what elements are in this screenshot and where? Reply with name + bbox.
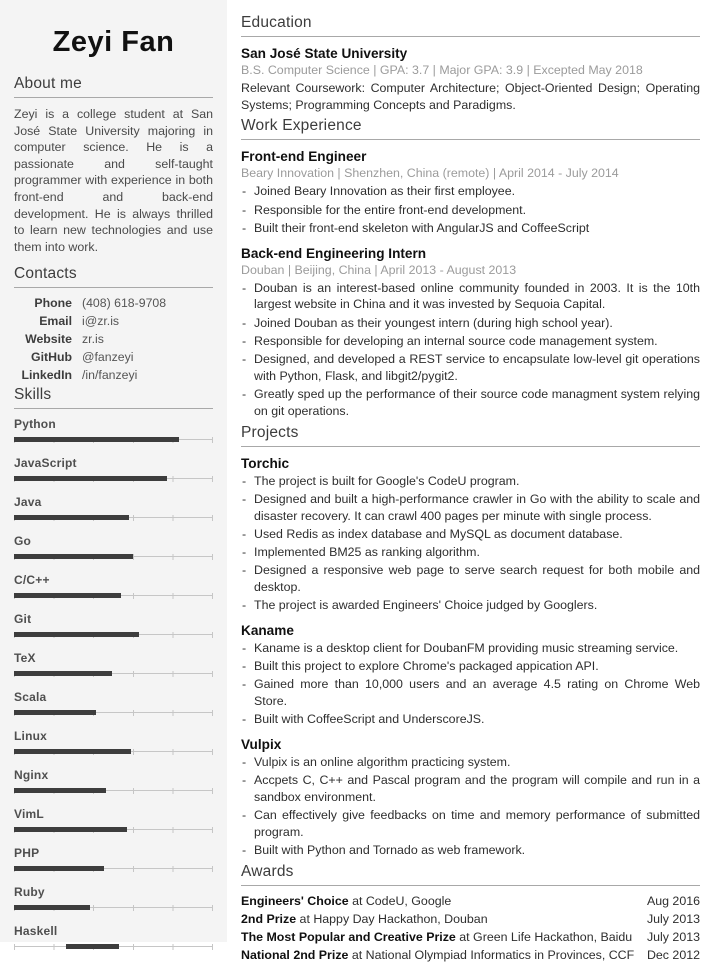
award-text	[241, 894, 451, 908]
bullet-item: - Responsible for developing an internal source code management system.	[241, 333, 700, 350]
projects-heading: Projects	[241, 424, 700, 447]
award-date: Aug 2016	[646, 894, 700, 908]
skill-level-fill	[14, 632, 139, 637]
award-row	[241, 894, 700, 908]
job-title: Front-end Engineer	[241, 149, 367, 165]
contacts-list	[14, 296, 213, 382]
award-title: National 2nd Prize	[241, 948, 349, 962]
contact-label: Website	[25, 332, 72, 347]
skill-level-fill	[14, 437, 179, 442]
skill-level-fill	[14, 788, 106, 793]
award-title: 2nd Prize	[241, 912, 297, 926]
skill-bar	[14, 553, 213, 560]
skill-item	[14, 885, 213, 911]
skill-item	[14, 417, 213, 443]
award-detail: at CodeU, Google	[352, 894, 452, 908]
skill-level-fill	[14, 710, 96, 715]
skill-item	[14, 924, 213, 950]
bullet-item: - Built with CoffeeScript and UnderscoreJS.	[241, 711, 700, 728]
skill-item	[14, 807, 213, 833]
project-entry	[241, 623, 700, 728]
work-section	[241, 117, 700, 419]
project-entry	[241, 737, 700, 859]
projects-section	[241, 424, 700, 859]
skill-level-fill	[14, 554, 133, 559]
contact-label: Phone	[34, 296, 72, 311]
skill-item	[14, 690, 213, 716]
job-meta: Douban | Beijing, China | April 2013 - August 2013	[241, 262, 517, 277]
skill-level-fill	[14, 905, 90, 910]
skill-bar	[14, 436, 213, 443]
skill-bar	[14, 826, 213, 833]
about-section	[14, 75, 213, 255]
projects-list	[241, 456, 700, 859]
job-entry	[241, 246, 700, 420]
work-heading: Work Experience	[241, 117, 700, 140]
project-name: Vulpix	[241, 737, 282, 753]
skill-bar	[14, 943, 213, 950]
project-bullets	[241, 754, 700, 859]
bullet-item: - Greatly sped up the performance of their source code managment system relying on git operations.	[241, 386, 700, 419]
skill-name: Linux	[14, 729, 47, 744]
bullet-item: - The project is built for Google's CodeU program.	[241, 473, 700, 490]
award-detail: at Happy Day Hackathon, Douban	[299, 912, 488, 926]
skill-level-fill	[14, 749, 131, 754]
skill-bar	[14, 787, 213, 794]
bullet-item: - Kaname is a desktop client for DoubanFM providing music streaming service.	[241, 640, 700, 657]
skill-item	[14, 846, 213, 872]
skill-bar	[14, 904, 213, 911]
skill-name: C/C++	[14, 573, 50, 588]
contacts-heading: Contacts	[14, 265, 213, 288]
contact-row	[14, 314, 213, 328]
skill-name: PHP	[14, 846, 40, 861]
contact-label: GitHub	[31, 350, 72, 365]
skill-name: Python	[14, 417, 56, 432]
skill-level-fill	[14, 515, 129, 520]
bullet-item: - Built this project to explore Chrome's packaged appication API.	[241, 658, 700, 675]
skills-list	[14, 417, 213, 950]
skill-item	[14, 495, 213, 521]
job-title: Back-end Engineering Intern	[241, 245, 427, 261]
skill-item	[14, 573, 213, 599]
award-title: Engineers' Choice	[241, 894, 349, 908]
about-text: Zeyi is a college student at San José State University majoring in computer science. He is a passionate and self-taught programmer with experience in both front-end and back-end development. He is always thrilled to learn new technologies and use them into work.	[14, 107, 213, 254]
education-coursework: Relevant Coursework: Computer Architecture; Object-Oriented Design; Operating Systems; Programming Concepts and Paradigms.	[241, 81, 700, 112]
awards-heading: Awards	[241, 863, 700, 886]
award-text	[241, 912, 488, 926]
skills-heading: Skills	[14, 386, 213, 409]
award-row	[241, 912, 700, 926]
project-name: Kaname	[241, 622, 294, 638]
bullet-item: - Implemented BM25 as ranking algorithm.	[241, 544, 700, 561]
skill-item	[14, 768, 213, 794]
skill-item	[14, 651, 213, 677]
award-row	[241, 948, 700, 962]
skill-bar	[14, 592, 213, 599]
bullet-item: - Gained more than 10,000 users and an average 4.5 rating on Chrome Web Store.	[241, 676, 700, 709]
skill-bar	[14, 631, 213, 638]
contact-value: i@zr.is	[82, 314, 120, 329]
project-bullets	[241, 640, 700, 728]
skill-name: Scala	[14, 690, 47, 705]
skill-name: Git	[14, 612, 32, 627]
award-date: July 2013	[646, 912, 700, 926]
skill-name: VimL	[14, 807, 44, 822]
contacts-section	[14, 265, 213, 382]
bullet-item: - Built with Python and Tornado as web framework.	[241, 842, 700, 859]
contact-row	[14, 332, 213, 346]
bullet-item: - Douban is an interest-based online community founded in 2003. It is the 10th largest website in China and it was invested by Sequoia Capital.	[241, 280, 700, 313]
contact-row	[14, 296, 213, 310]
contact-row	[14, 368, 213, 382]
job-meta: Beary Innovation | Shenzhen, China (remote) | April 2014 - July 2014	[241, 166, 619, 181]
sidebar	[0, 0, 227, 942]
skill-name: TeX	[14, 651, 36, 666]
skill-bar	[14, 514, 213, 521]
skill-item	[14, 534, 213, 560]
skill-item	[14, 456, 213, 482]
award-text	[241, 930, 632, 944]
contact-row	[14, 350, 213, 364]
bullet-item: - Vulpix is an online algorithm practicing system.	[241, 754, 700, 771]
skill-item	[14, 729, 213, 755]
skill-level-fill	[14, 476, 167, 481]
main-content	[227, 0, 716, 962]
skill-level-fill	[14, 593, 121, 598]
job-entry	[241, 149, 700, 236]
education-section	[241, 14, 700, 113]
education-meta: B.S. Computer Science | GPA: 3.7 | Major GPA: 3.9 | Excepted May 2018	[241, 63, 643, 77]
awards-section	[241, 863, 700, 962]
award-title: The Most Popular and Creative Prize	[241, 930, 456, 944]
project-entry	[241, 456, 700, 614]
contact-label: Email	[39, 314, 72, 329]
bullet-item: - The project is awarded Engineers' Choice judged by Googlers.	[241, 597, 700, 614]
contact-value: /in/fanzeyi	[82, 368, 138, 383]
skill-name: Nginx	[14, 768, 49, 783]
bullet-item: - Can effectively give feedbacks on time and memory performance of submitted program.	[241, 807, 700, 840]
skill-bar	[14, 475, 213, 482]
school-name: San José State University	[241, 46, 408, 61]
bullet-item: - Accpets C, C++ and Pascal program and the program will compile and run in a sandbox environment.	[241, 772, 700, 805]
award-date: Dec 2012	[646, 948, 700, 962]
bullet-item: - Designed a responsive web page to serve search request for both mobile and desktop.	[241, 562, 700, 595]
bullet-item: - Joined Douban as their youngest intern (during high school year).	[241, 315, 700, 332]
project-name: Torchic	[241, 455, 290, 471]
bullet-item: - Built their front-end skeleton with AngularJS and CoffeeScript	[241, 220, 700, 237]
skill-bar	[14, 670, 213, 677]
bullet-item: - Joined Beary Innovation as their first employee.	[241, 183, 700, 200]
skill-bar	[14, 865, 213, 872]
bullet-item: - Responsible for the entire front-end development.	[241, 202, 700, 219]
bullet-item: - Designed and built a high-performance crawler in Go with the ability to scale and disaster recovery. It can crawl 400 pages per minute with single process.	[241, 491, 700, 524]
job-bullets	[241, 183, 700, 236]
skill-bar	[14, 748, 213, 755]
about-heading: About me	[14, 75, 213, 98]
awards-list	[241, 894, 700, 962]
contact-value: (408) 618-9708	[82, 296, 167, 311]
skill-bar	[14, 709, 213, 716]
award-detail: at National Olympiad Informatics in Provinces, CCF	[351, 948, 635, 962]
skill-name: Go	[14, 534, 32, 549]
bullet-item: - Designed, and developed a REST service to encapsulate low-level git operations with Python, Flask, and libgit2/pygit2.	[241, 351, 700, 384]
skill-level-fill	[66, 944, 120, 949]
skill-level-fill	[14, 827, 127, 832]
job-bullets	[241, 280, 700, 420]
skill-name: Ruby	[14, 885, 45, 900]
jobs-list	[241, 149, 700, 419]
skill-name: JavaScript	[14, 456, 77, 471]
project-bullets	[241, 473, 700, 614]
bullet-item: - Used Redis as index database and MySQL as document database.	[241, 526, 700, 543]
skills-section	[14, 386, 213, 950]
education-heading: Education	[241, 14, 700, 37]
skill-name: Haskell	[14, 924, 58, 939]
award-date: July 2013	[646, 930, 700, 944]
skill-level-fill	[14, 866, 104, 871]
skill-name: Java	[14, 495, 42, 510]
skill-level-fill	[14, 671, 112, 676]
contact-value: @fanzeyi	[82, 350, 134, 365]
award-row	[241, 930, 700, 944]
award-detail: at Green Life Hackathon, Baidu	[459, 930, 633, 944]
contact-label: LinkedIn	[21, 368, 72, 383]
skill-item	[14, 612, 213, 638]
award-text	[241, 948, 634, 962]
person-name: Zeyi Fan	[52, 26, 175, 58]
contact-value: zr.is	[82, 332, 104, 347]
